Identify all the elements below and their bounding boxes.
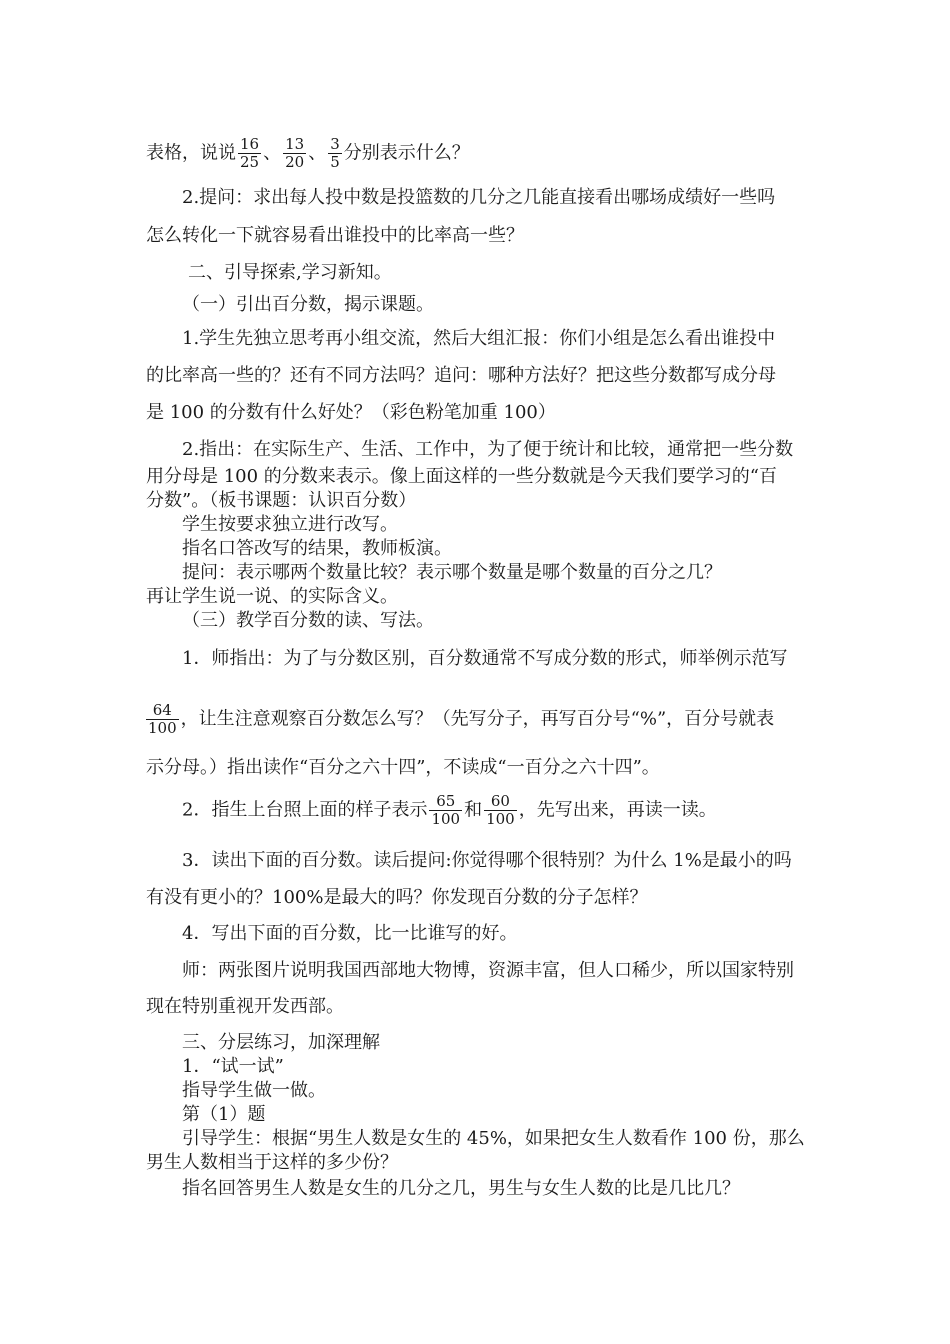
text-line <box>144 702 774 737</box>
fraction-numerator: 60 <box>484 793 517 811</box>
text-segment: 和 <box>464 799 483 821</box>
text-line: 现在特别重视开发西部。 <box>146 996 344 1017</box>
fraction-denominator: 25 <box>240 153 260 171</box>
text-line: 指名回答男生人数是女生的几分之几，男生与女生人数的比是几比几？ <box>182 1178 740 1199</box>
text-line: 引导学生：根据“男生人数是女生的 45%，如果把女生人数看作 100 份，那么 <box>182 1128 805 1149</box>
text-line: 有没有更小的？100%是最大的吗？你发现百分数的分子怎样？ <box>146 887 648 908</box>
text-line: 1.学生先独立思考再小组交流，然后大组汇报：你们小组是怎么看出谁投中 <box>182 328 776 349</box>
fraction-numerator: 13 <box>285 135 305 153</box>
text-segment: 表格，说说 <box>146 142 236 164</box>
fraction <box>429 793 462 828</box>
fraction <box>484 793 517 828</box>
fraction-denominator: 100 <box>486 810 515 828</box>
text-segment: 、 <box>308 142 327 164</box>
fraction-denominator: 100 <box>431 810 461 828</box>
text-line: 师：两张图片说明我国西部地大物博，资源丰富，但人口稀少，所以国家特别 <box>182 960 794 981</box>
text-line: 1．师指出：为了与分数区别，百分数通常不写成分数的形式，师举例示范写 <box>182 648 788 669</box>
fraction-numerator: 65 <box>429 793 462 811</box>
section-heading: 三、分层练习，加深理解 <box>182 1032 380 1053</box>
text-line: 1．“试一试” <box>182 1056 284 1077</box>
text-segment: 、 <box>263 142 282 164</box>
text-line <box>182 793 717 828</box>
text-segment: 2．指生上台照上面的样子表示 <box>182 799 428 821</box>
text-segment: ，先写出来，再读一读。 <box>518 799 717 821</box>
text-line: 指名口答改写的结果，教师板演。 <box>182 538 452 559</box>
text-line: 3．读出下面的百分数。读后提问:你觉得哪个很特别？为什么 1%是最小的吗 <box>182 850 792 871</box>
subsection-heading: （三）教学百分数的读、写法。 <box>182 610 434 631</box>
text-segment: ，让生注意观察百分数怎么写？（先写分子，再写百分号“%”，百分号就表 <box>180 708 775 730</box>
fraction <box>146 702 179 737</box>
text-line: 2.指出：在实际生产、生活、工作中，为了便于统计和比较，通常把一些分数 <box>182 439 794 460</box>
text-line: 再让学生说一说、的实际含义。 <box>146 586 398 607</box>
fraction-denominator: 5 <box>330 153 340 171</box>
text-line: 提问：表示哪两个数量比较？表示哪个数量是哪个数量的百分之几？ <box>182 562 722 583</box>
fraction <box>238 136 261 171</box>
text-line: 指导学生做一做。 <box>182 1080 326 1101</box>
fraction-denominator: 20 <box>285 153 305 171</box>
text-line: 是 100 的分数有什么好处？（彩色粉笔加重 100） <box>146 402 556 423</box>
text-line: 学生按要求独立进行改写。 <box>182 514 398 535</box>
text-line: 2.提问：求出每人投中数是投篮数的几分之几能直接看出哪场成绩好一些吗 <box>182 187 776 208</box>
text-line: 的比率高一些的？还有不同方法吗？追问：哪种方法好？把这些分数都写成分母 <box>146 365 776 386</box>
text-line: 用分母是 100 的分数来表示。像上面这样的一些分数就是今天我们要学习的“百 <box>146 466 777 487</box>
text-line <box>146 136 470 171</box>
text-line: 示分母。）指出读作“百分之六十四”，不读成“一百分之六十四”。 <box>146 757 660 778</box>
subsection-heading: （一）引出百分数，揭示课题。 <box>182 294 434 315</box>
fraction <box>283 136 306 171</box>
fraction-numerator: 3 <box>330 135 340 153</box>
fraction-numerator: 64 <box>146 702 179 720</box>
text-line: 分数”。（板书课题：认识百分数） <box>146 490 417 511</box>
fraction-numerator: 16 <box>240 135 260 153</box>
text-line: 4．写出下面的百分数，比一比谁写的好。 <box>182 923 518 944</box>
fraction-denominator: 100 <box>148 719 177 737</box>
text-line: 第（1）题 <box>182 1104 266 1125</box>
text-line: 怎么转化一下就容易看出谁投中的比率高一些？ <box>146 225 524 246</box>
fraction <box>328 136 342 171</box>
section-heading: 二、引导探索,学习新知。 <box>188 262 392 283</box>
text-segment: 分别表示什么？ <box>343 142 470 164</box>
text-line: 男生人数相当于这样的多少份？ <box>146 1152 398 1173</box>
